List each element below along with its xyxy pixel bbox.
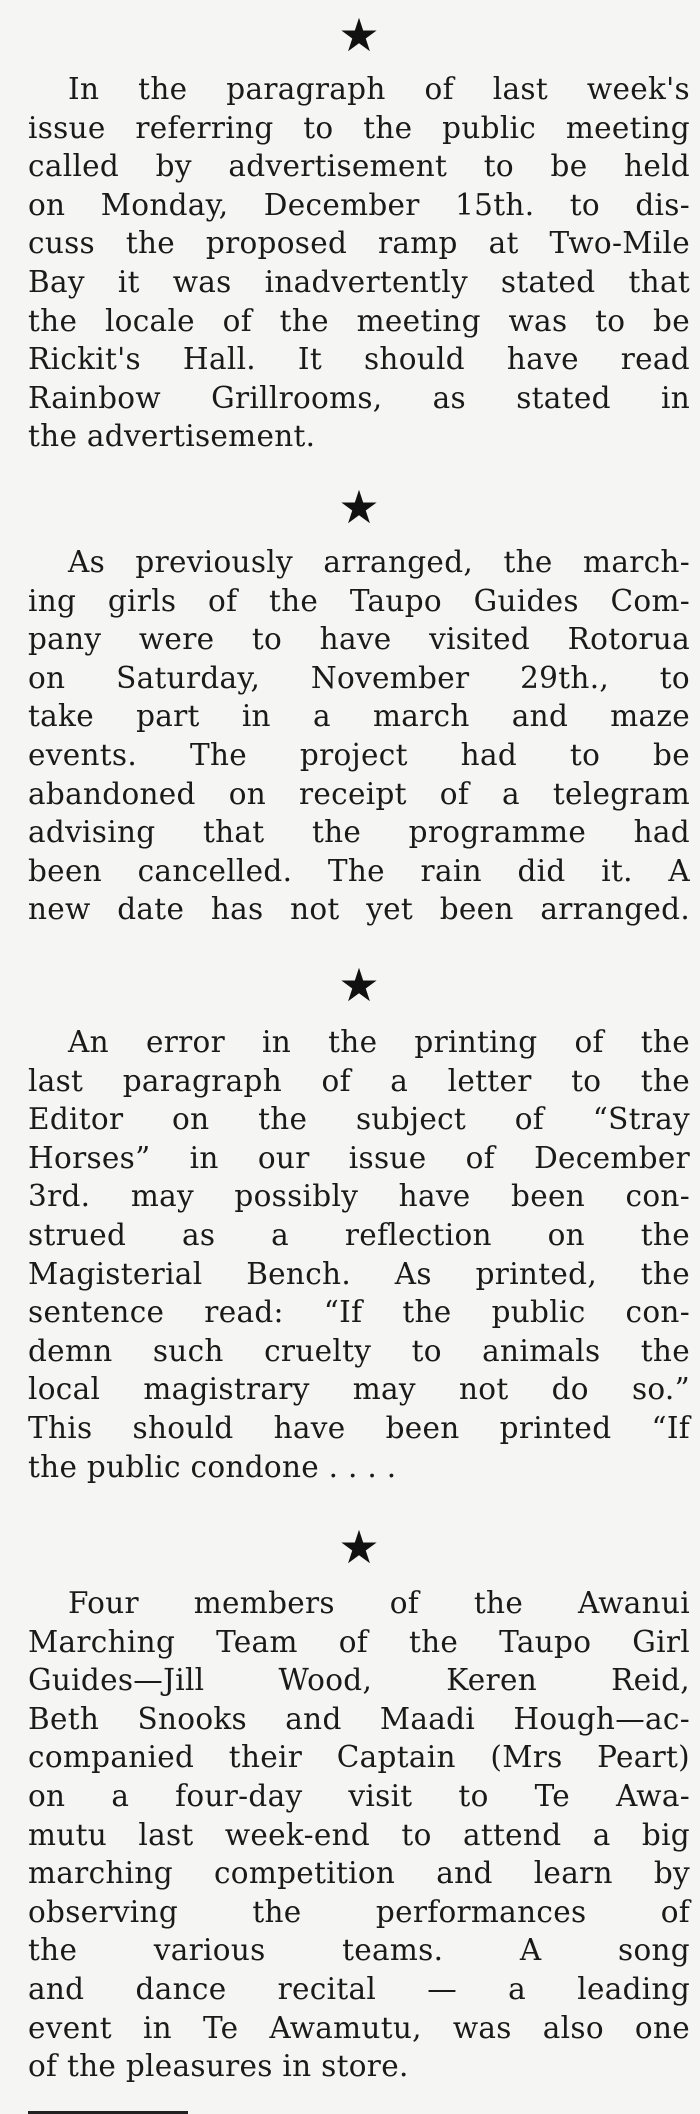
paragraph-line: the various teams. A song	[28, 1933, 690, 1968]
paragraph-line: the locale of the meeting was to be	[28, 303, 690, 338]
paragraph-error-correction	[28, 1023, 690, 1486]
paragraph-line: Bay it was inadvertently stated that	[28, 264, 690, 299]
paragraph-line: and dance recital — a leading	[28, 1971, 690, 2006]
paragraph-line: events. The project had to be	[28, 737, 690, 772]
paragraph-line: abandoned on receipt of a telegram	[28, 776, 690, 811]
paragraph-line: companied their Captain (Mrs Peart)	[28, 1740, 690, 1775]
paragraph-line: on Saturday, November 29th., to	[28, 660, 690, 695]
paragraph-line: An error in the printing of the	[68, 1025, 690, 1059]
paragraph-line: Rainbow Grillrooms, as stated in	[28, 380, 690, 415]
paragraph-line: on a four-day visit to Te Awa-	[28, 1778, 690, 1813]
paragraph-line: new date has not yet been arranged.	[28, 892, 690, 927]
paragraph-line: Editor on the subject of “Stray	[28, 1102, 690, 1137]
paragraph-ramp-meeting	[28, 70, 690, 456]
paragraph-line: the advertisement.	[28, 419, 316, 454]
paragraph-line: strued as a reflection on the	[28, 1217, 690, 1252]
paragraph-line: issue referring to the public meeting	[28, 110, 690, 145]
paragraph-line: on Monday, December 15th. to dis-	[28, 187, 690, 222]
paragraph-line: marching competition and learn by	[28, 1856, 690, 1891]
paragraph-line: mutu last week-end to attend a big	[28, 1817, 690, 1852]
news-column	[28, 0, 690, 2114]
paragraph-line: This should have been printed “If	[28, 1410, 690, 1445]
paragraph-line: of the pleasures in store.	[28, 2049, 409, 2084]
paragraph-line: Magisterial Bench. As printed, the	[28, 1256, 690, 1291]
paragraph-line: Guides—Jill Wood, Keren Reid,	[28, 1663, 690, 1698]
paragraph-line: take part in a march and maze	[28, 699, 690, 734]
paragraph-line: observing the performances of	[28, 1894, 690, 1929]
paragraph-line: event in Te Awamutu, was also one	[28, 2010, 690, 2045]
star-divider-3: ★	[338, 958, 380, 1012]
star-divider-1: ★	[338, 8, 380, 62]
paragraph-line: sentence read: “If the public con-	[28, 1295, 690, 1330]
paragraph-line: Horses” in our issue of December	[28, 1140, 690, 1175]
star-divider-4: ★	[338, 1520, 380, 1574]
paragraph-line: demn such cruelty to animals the	[28, 1333, 690, 1368]
paragraph-line: been cancelled. The rain did it. A	[28, 853, 690, 888]
paragraph-line: Rickit's Hall. It should have read	[28, 342, 690, 377]
paragraph-line: As previously arranged, the march-	[68, 545, 690, 579]
paragraph-line: local magistrary may not do so.”	[28, 1372, 690, 1407]
paragraph-line: called by advertisement to be held	[28, 149, 690, 184]
paragraph-line: Beth Snooks and Maadi Hough—ac-	[28, 1701, 690, 1736]
paragraph-marching-girls	[28, 543, 690, 929]
paragraph-line: Four members of the Awanui	[68, 1586, 690, 1620]
star-divider-2: ★	[338, 480, 380, 534]
paragraph-line: last paragraph of a letter to the	[28, 1063, 690, 1098]
paragraph-line: Marching Team of the Taupo Girl	[28, 1624, 690, 1659]
paragraph-line: the public condone . . . .	[28, 1449, 397, 1484]
paragraph-line: In the paragraph of last week's	[68, 72, 690, 106]
paragraph-line: advising that the programme had	[28, 815, 690, 850]
paragraph-line: cuss the proposed ramp at Two-Mile	[28, 226, 690, 261]
paragraph-line: ing girls of the Taupo Guides Com-	[28, 583, 690, 618]
paragraph-marching-team	[28, 1584, 690, 2086]
paragraph-line: pany were to have visited Rotorua	[28, 622, 690, 657]
paragraph-line: 3rd. may possibly have been con-	[28, 1179, 690, 1214]
